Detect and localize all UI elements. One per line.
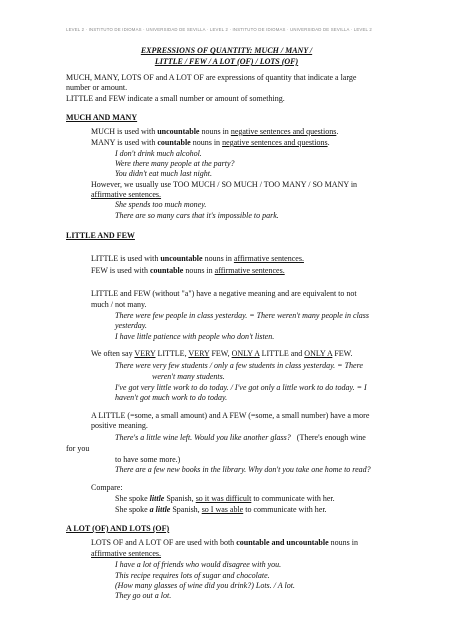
intro-line-3: LITTLE and FEW indicate a small number or amount of something. xyxy=(66,94,285,103)
text-run: nouns in xyxy=(183,266,215,275)
text-run: Spanish, xyxy=(170,505,202,514)
text-run: LITTLE is used with xyxy=(91,254,161,263)
lots-rule xyxy=(91,538,358,548)
text-run: so it was difficult xyxy=(195,494,252,503)
compare-line-2 xyxy=(115,505,327,515)
text-run: to communicate with her. xyxy=(251,494,335,503)
text-run: countable xyxy=(157,138,191,147)
example xyxy=(115,433,366,443)
text-run: a little xyxy=(149,505,171,514)
text-run: She spoke xyxy=(115,494,150,503)
little-few-negative-2: much / not many. xyxy=(91,300,147,309)
running-header: LEVEL 2 · INSTITUTO DE IDIOMAS · UNIVERSIDAD DE SEVILLA · LEVEL 2 · INSTITUTO DE IDIOMAS · UNIVERSIDAD DE SEVILLA · LEVEL 2 xyxy=(66,27,372,32)
example: yesterday. xyxy=(115,321,147,330)
text-run: affirmative sentences. xyxy=(233,254,304,263)
section-heading-much-many: MUCH AND MANY xyxy=(66,113,138,122)
compare-line-1 xyxy=(115,494,335,504)
example: I have little patience with people who don't listen. xyxy=(115,332,275,341)
example: (How many glasses of wine did you drink?) Lots. / A lot. xyxy=(115,581,295,590)
text-run: little xyxy=(149,494,165,503)
example: There are so many cars that it's impossible to park. xyxy=(115,211,279,220)
text-run: uncountable xyxy=(160,254,203,263)
text-run: countable xyxy=(149,266,184,275)
section-heading-little-few: LITTLE AND FEW xyxy=(66,231,135,240)
much-rule: MUCH is used with uncountable nouns in negative sentences and questions. xyxy=(91,127,339,136)
a-little-a-few-rule: A LITTLE (=some, a small amount) and A FEW (=some, a small number) have a more xyxy=(91,411,370,420)
title-line-2: LITTLE / FEW / A LOT (OF) / LOTS (OF) xyxy=(154,57,299,66)
many-rule: MANY is used with countable nouns in negative sentences and questions. xyxy=(91,138,330,147)
title-line-1: EXPRESSIONS OF QUANTITY: MUCH / MANY / xyxy=(140,46,313,55)
text-run: FEW is used with xyxy=(91,266,150,275)
text-run: affirmative sentences. xyxy=(214,266,285,275)
text-run: nouns in xyxy=(199,127,231,136)
example: weren't many students. xyxy=(152,372,225,381)
text-run: FEW, xyxy=(209,349,232,358)
text-run: ONLY A xyxy=(304,349,333,358)
text-run: We often say xyxy=(91,349,135,358)
example: There were very few students / only a few students in class yesterday. = There xyxy=(115,361,363,370)
text-run: so I was able xyxy=(201,505,244,514)
text-run: FEW. xyxy=(332,349,353,358)
little-few-negative: LITTLE and FEW (without "a") have a negative meaning and are equivalent to not xyxy=(91,289,357,298)
example: Were there many people at the party? xyxy=(115,159,235,168)
text-run: nouns in xyxy=(328,538,358,547)
text-run: She spoke xyxy=(115,505,150,514)
text-run: There's a little wine left. Would you like another glass? xyxy=(115,433,291,442)
section-heading-lots: A LOT (OF) AND LOTS (OF) xyxy=(66,524,170,533)
very-only-rule xyxy=(91,349,352,359)
text-run: LITTLE, xyxy=(155,349,189,358)
much-many-however: However, we usually use TOO MUCH / SO MUCH / TOO MANY / SO MANY in xyxy=(91,180,358,189)
little-rule xyxy=(91,254,304,264)
example: I don't drink much alcohol. xyxy=(115,149,202,158)
text-run: to communicate with her. xyxy=(243,505,327,514)
example: There are a few new books in the library. Why don't you take one home to read? xyxy=(115,465,371,474)
text-run: uncountable xyxy=(157,127,200,136)
few-rule xyxy=(91,266,285,276)
intro-line-1: MUCH, MANY, LOTS OF and A LOT OF are expressions of quantity that indicate a large xyxy=(66,73,357,82)
example: There were few people in class yesterday. = There weren't many people in class xyxy=(115,311,370,320)
text-run: negative sentences and questions xyxy=(230,127,337,136)
example: This recipe requires lots of sugar and chocolate. xyxy=(115,571,270,580)
text-run: VERY xyxy=(134,349,156,358)
example: I have a lot of friends who would disagree with you. xyxy=(115,560,282,569)
example: You didn't eat much last night. xyxy=(115,169,212,178)
example: She spends too much money. xyxy=(115,200,207,209)
text-run: (There's enough wine xyxy=(296,433,366,442)
example: haven't got much work to do today. xyxy=(115,393,228,402)
example: They go out a lot. xyxy=(115,591,172,600)
text-run: nouns in xyxy=(190,138,223,147)
compare-label: Compare: xyxy=(91,483,123,492)
lots-affirmative: affirmative sentences. xyxy=(91,549,162,558)
for-you-text: for you xyxy=(66,444,90,453)
much-many-affirmative: affirmative sentences. xyxy=(91,190,162,199)
intro-line-2: number or amount. xyxy=(66,83,128,92)
text-run: nouns in xyxy=(202,254,234,263)
text-run: negative sentences and questions xyxy=(222,138,328,147)
text-run: ONLY A xyxy=(231,349,260,358)
example: I've got very little work to do today. / I've got only a little work to do today. = I xyxy=(115,383,367,392)
example: to have some more.) xyxy=(115,455,181,464)
text-run: VERY xyxy=(188,349,210,358)
text-run: LOTS OF and A LOT OF are used with both xyxy=(91,538,237,547)
text-run: Spanish, xyxy=(164,494,196,503)
text-run: MANY is used with xyxy=(91,138,158,147)
a-little-a-few-rule-2: positive meaning. xyxy=(91,421,148,430)
text-run: MUCH is used with xyxy=(91,127,158,136)
text-run: LITTLE and xyxy=(259,349,305,358)
text-run: countable and uncountable xyxy=(236,538,329,547)
